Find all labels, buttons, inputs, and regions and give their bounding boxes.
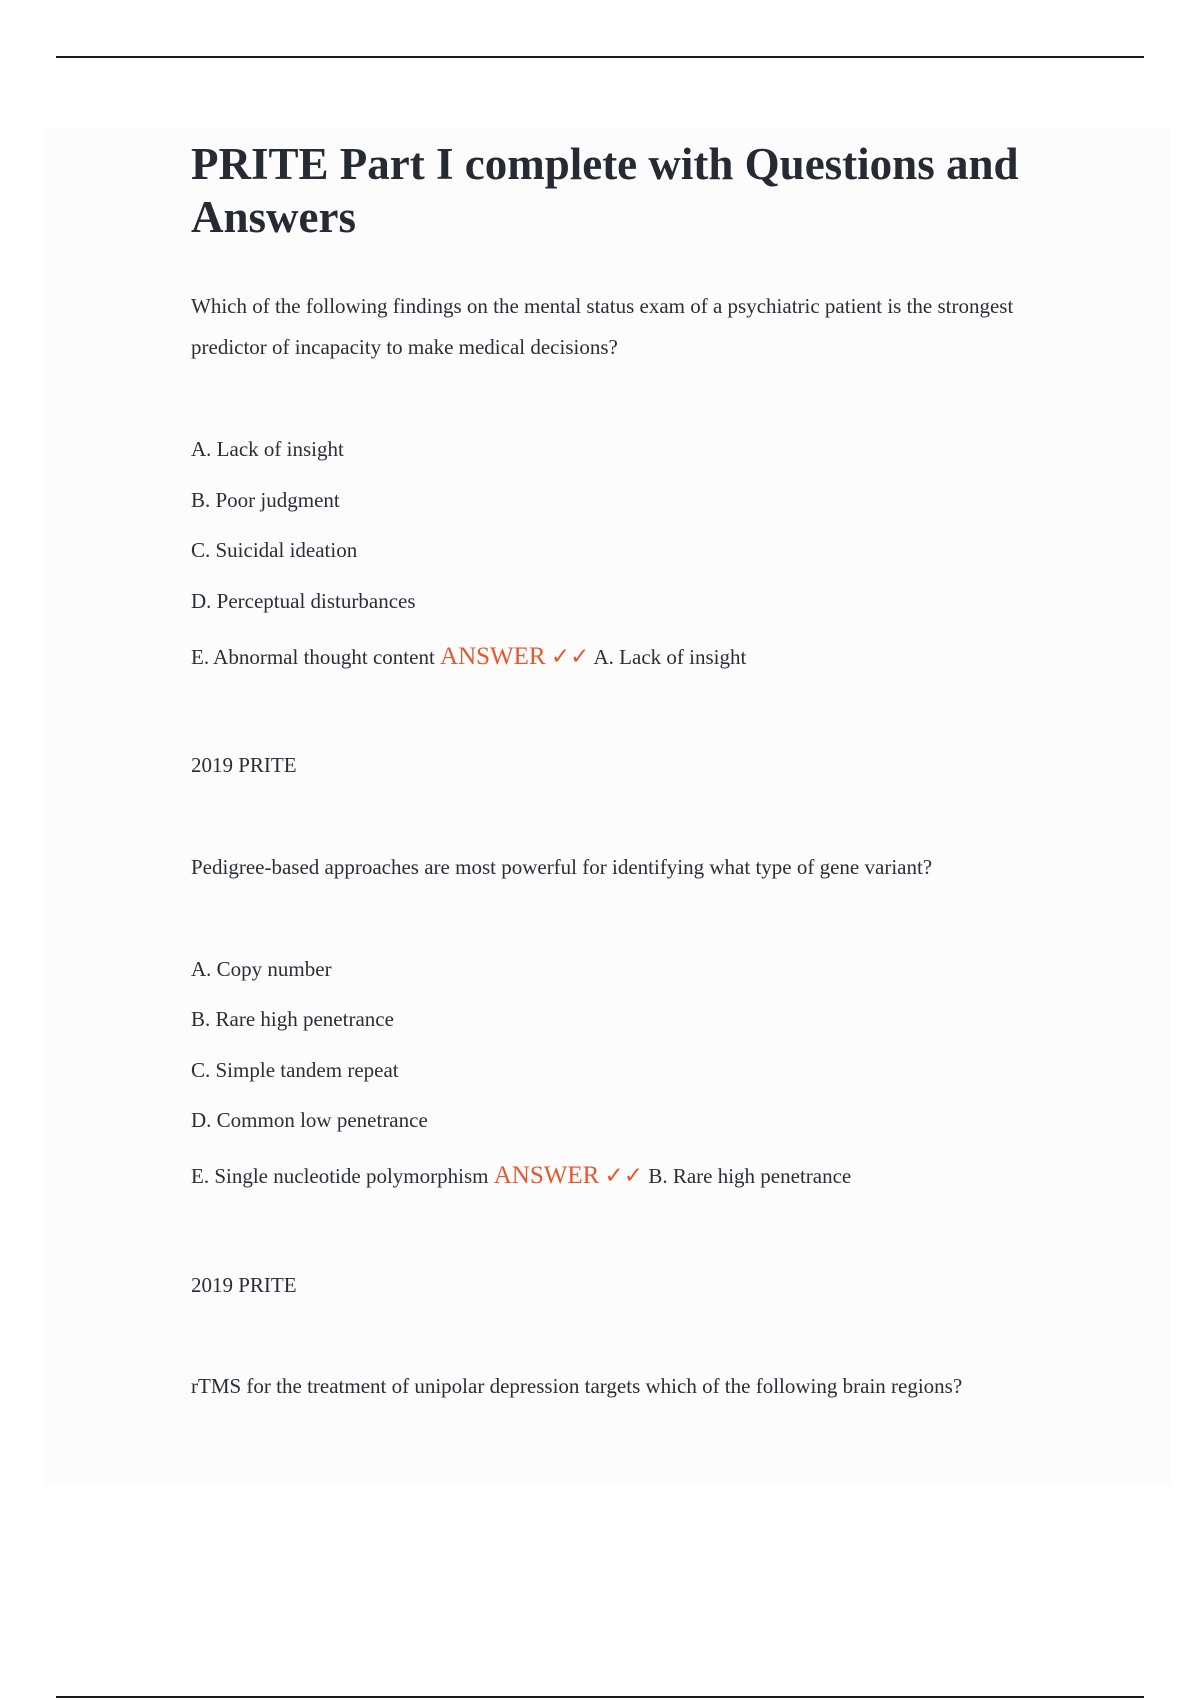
- question-1-answer: A. Lack of insight: [593, 645, 747, 669]
- question-1-option-b: B. Poor judgment: [191, 488, 340, 512]
- bottom-rule: [56, 1696, 1144, 1698]
- question-2-option-a: A. Copy number: [191, 957, 332, 981]
- question-1-option-c: C. Suicidal ideation: [191, 538, 358, 562]
- question-2-answer: B. Rare high penetrance: [648, 1164, 852, 1188]
- question-2-option-e-with-answer: [191, 1163, 851, 1189]
- question-3-prompt: rTMS for the treatment of unipolar depression targets which of the following brain regions?: [191, 1374, 963, 1398]
- question-1-option-d: D. Perceptual disturbances: [191, 589, 416, 613]
- question-1-option-e-with-answer: [191, 644, 746, 670]
- check-icon: ✓✓: [550, 644, 590, 670]
- question-2-option-c: C. Simple tandem repeat: [191, 1058, 399, 1082]
- question-1-source: 2019 PRITE: [191, 753, 297, 777]
- top-rule: [56, 56, 1144, 58]
- document-title: PRITE Part I complete with Questions and Answers: [191, 139, 1019, 242]
- question-1-option-e: E. Abnormal thought content: [191, 645, 435, 669]
- question-2-option-e: E. Single nucleotide polymorphism: [191, 1164, 489, 1188]
- question-2-prompt: Pedigree-based approaches are most powerful for identifying what type of gene variant?: [191, 855, 933, 879]
- question-2-option-d: D. Common low penetrance: [191, 1108, 428, 1132]
- check-icon: ✓✓: [604, 1163, 644, 1189]
- question-2-source: 2019 PRITE: [191, 1273, 297, 1297]
- question-1-prompt: Which of the following findings on the mental status exam of a psychiatric patient is the strongest predictor of incapacity to make medical decisions?: [191, 294, 1014, 359]
- question-2-option-b: B. Rare high penetrance: [191, 1007, 394, 1031]
- answer-label: ANSWER: [493, 1162, 600, 1189]
- question-1-option-a: A. Lack of insight: [191, 437, 344, 461]
- answer-label: ANSWER: [440, 643, 546, 670]
